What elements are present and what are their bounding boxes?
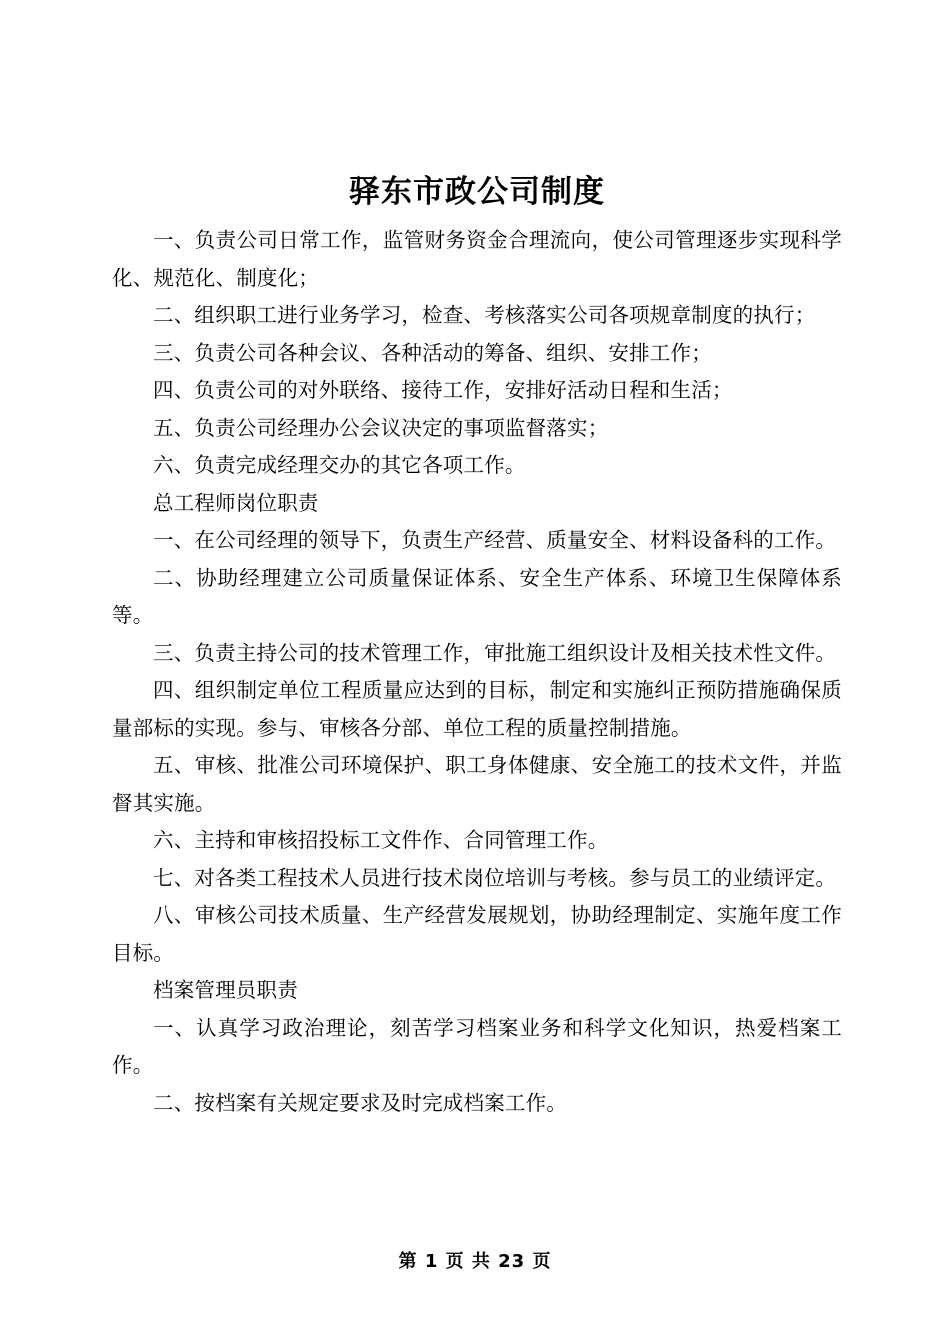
paragraph: 六、主持和审核招投标工文件作、合同管理工作。 xyxy=(153,828,609,852)
page-footer: 第 1 页 共 23 页 xyxy=(398,1251,552,1272)
paragraph: 五、审核、批准公司环境保护、职工身体健康、安全施工的技术文件，并监督其实施。 xyxy=(112,753,842,815)
paragraph: 五、负责公司经理办公会议决定的事项监督落实； xyxy=(153,415,609,440)
paragraph: 三、负责公司各种会议、各种活动的筹备、组织、安排工作； xyxy=(153,340,712,365)
paragraph: 七、对各类工程技术人员进行技术岗位培训与考核。参与员工的业绩评定。 xyxy=(153,865,837,890)
document-body xyxy=(112,170,842,1122)
paragraph: 四、组织制定单位工程质量应达到的目标，制定和实施纠正预防措施确保质量部标的实现。参与、审核各分部、单位工程的质量控制措施。 xyxy=(112,678,842,740)
paragraph: 一、认真学习政治理论，刻苦学习档案业务和科学文化知识，热爱档案工作。 xyxy=(112,1015,842,1077)
section-heading: 总工程师岗位职责 xyxy=(153,490,319,515)
paragraph: 一、在公司经理的领导下，负责生产经营、质量安全、材料设备科的工作。 xyxy=(153,528,837,552)
page-title: 驿东市政公司制度 xyxy=(349,174,605,210)
paragraph: 八、审核公司技术质量、生产经营发展规划，协助经理制定、实施年度工作目标。 xyxy=(112,903,842,965)
paragraph: 二、按档案有关规定要求及时完成档案工作。 xyxy=(153,1090,567,1115)
paragraph: 三、负责主持公司的技术管理工作，审批施工组织设计及相关技术性文件。 xyxy=(153,640,837,665)
paragraph: 一、负责公司日常工作，监管财务资金合理流向，使公司管理逐步实现科学化、规范化、制度化； xyxy=(112,228,842,290)
paragraph: 四、负责公司的对外联络、接待工作，安排好活动日程和生活； xyxy=(153,378,733,402)
section-heading: 档案管理员职责 xyxy=(153,978,298,1002)
paragraph: 二、协助经理建立公司质量保证体系、安全生产体系、环境卫生保障体系等。 xyxy=(112,565,842,627)
paragraph: 二、组织职工进行业务学习，检查、考核落实公司各项规章制度的执行； xyxy=(153,303,816,327)
paragraph: 六、负责完成经理交办的其它各项工作。 xyxy=(153,453,526,477)
